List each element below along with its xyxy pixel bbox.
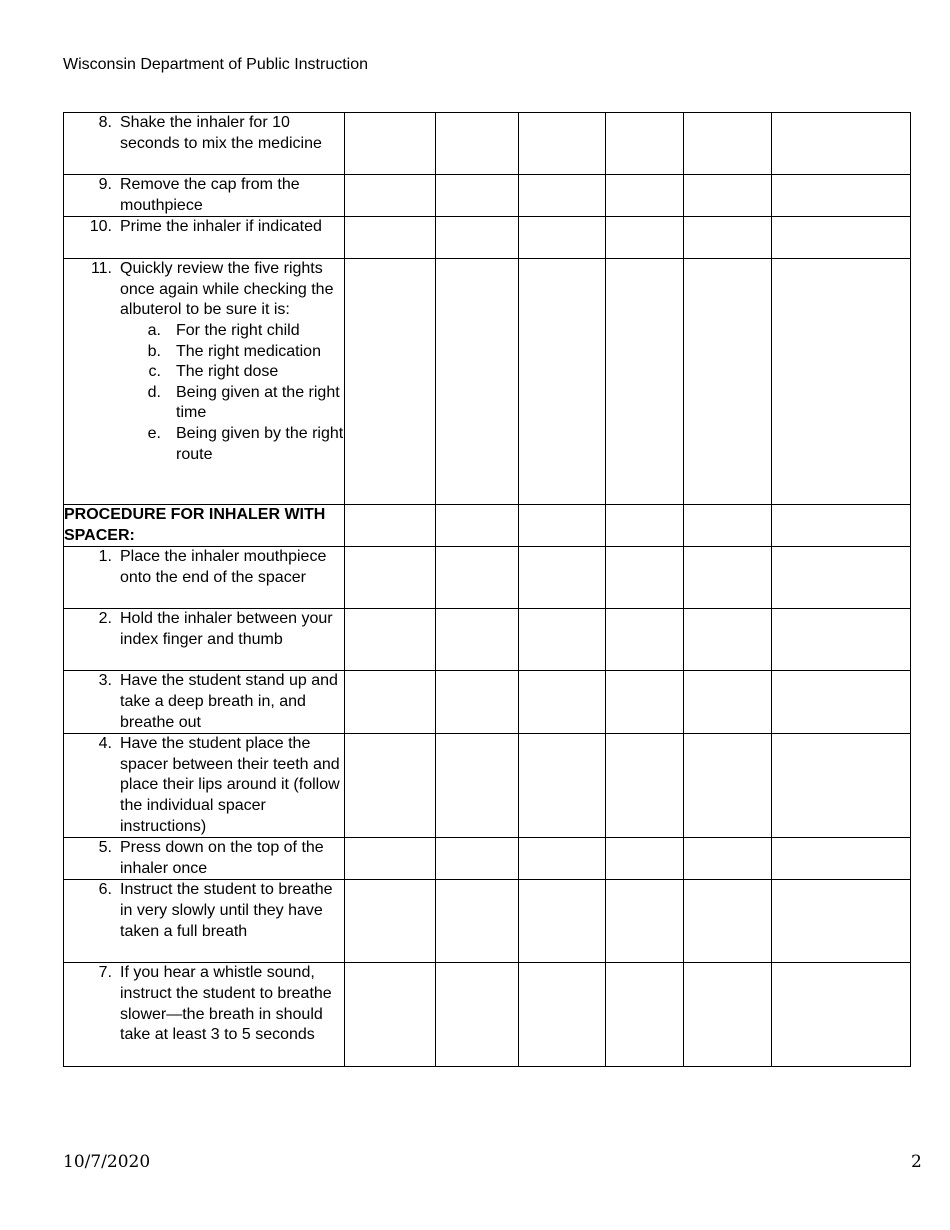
check-cell[interactable] [606, 880, 684, 963]
step-cell [64, 963, 345, 1067]
check-cell[interactable] [519, 880, 606, 963]
step-cell [64, 259, 345, 505]
section-row [64, 505, 911, 547]
check-cell[interactable] [684, 505, 772, 547]
check-cell[interactable] [519, 547, 606, 609]
check-cell[interactable] [684, 113, 772, 175]
sub-item-text: For the right child [176, 321, 300, 339]
step-cell [64, 609, 345, 671]
check-cell[interactable] [436, 609, 519, 671]
sub-item-text: The right dose [176, 363, 279, 381]
check-cell[interactable] [436, 880, 519, 963]
check-cell[interactable] [606, 838, 684, 880]
check-cell[interactable] [436, 505, 519, 547]
check-cell[interactable] [772, 609, 911, 671]
check-cell[interactable] [345, 505, 436, 547]
step-text: Quickly review the five rights once again while checking the albuterol to be sure it is: [120, 260, 334, 319]
check-cell[interactable] [519, 838, 606, 880]
sub-item [64, 383, 344, 424]
table-row [64, 547, 911, 609]
table-row [64, 963, 911, 1067]
section-title: PROCEDURE FOR INHALER WITH SPACER: [64, 505, 345, 547]
sub-item-text: Being given at the right time [176, 383, 340, 422]
check-cell[interactable] [519, 963, 606, 1067]
step-text: Hold the inhaler between your index finger and thumb [120, 610, 333, 648]
page-number: 2 [911, 1152, 922, 1172]
sub-item-letter: c. [148, 363, 161, 381]
step-text: Shake the inhaler for 10 seconds to mix the medicine [120, 114, 322, 152]
step-number: 4. [98, 735, 112, 753]
check-cell[interactable] [606, 175, 684, 217]
check-cell[interactable] [436, 217, 519, 259]
step-text: Press down on the top of the inhaler once [120, 839, 324, 877]
check-cell[interactable] [606, 547, 684, 609]
table-row [64, 113, 911, 175]
check-cell[interactable] [606, 963, 684, 1067]
check-cell[interactable] [684, 259, 772, 505]
sub-item-letter: d. [147, 383, 161, 401]
check-cell[interactable] [436, 963, 519, 1067]
check-cell[interactable] [772, 217, 911, 259]
check-cell[interactable] [345, 259, 436, 505]
check-cell[interactable] [772, 113, 911, 175]
document-header: Wisconsin Department of Public Instruction [63, 56, 369, 73]
step-number: 11. [90, 260, 112, 278]
check-cell[interactable] [684, 175, 772, 217]
table-row [64, 259, 911, 505]
check-cell[interactable] [436, 175, 519, 217]
sub-item [64, 321, 344, 342]
check-cell[interactable] [345, 175, 436, 217]
step-text: Have the student stand up and take a deep breath in, and breathe out [120, 672, 338, 731]
step-number: 7. [98, 964, 112, 982]
check-cell[interactable] [772, 734, 911, 838]
sub-item-text: Being given by the right route [176, 424, 344, 463]
sub-item-letter: b. [147, 342, 161, 360]
check-cell[interactable] [436, 671, 519, 734]
check-cell[interactable] [345, 113, 436, 175]
check-cell[interactable] [519, 217, 606, 259]
check-cell[interactable] [436, 113, 519, 175]
footer-date: 10/7/2020 [63, 1152, 151, 1172]
step-number: 2. [98, 610, 112, 628]
step-number: 8. [98, 114, 112, 131]
step-cell [64, 547, 345, 609]
check-cell[interactable] [519, 734, 606, 838]
sub-item [64, 342, 344, 363]
table-row [64, 217, 911, 259]
table-row [64, 880, 911, 963]
check-cell[interactable] [684, 838, 772, 880]
step-cell [64, 217, 345, 259]
check-cell[interactable] [772, 505, 911, 547]
check-cell[interactable] [519, 505, 606, 547]
check-cell[interactable] [684, 734, 772, 838]
step-text: Remove the cap from the mouthpiece [120, 176, 300, 214]
sub-item-letter: e. [147, 424, 161, 442]
check-cell[interactable] [772, 671, 911, 734]
check-cell[interactable] [436, 547, 519, 609]
sub-item [64, 424, 344, 465]
check-cell[interactable] [684, 963, 772, 1067]
step-number: 6. [98, 881, 112, 899]
check-cell[interactable] [436, 838, 519, 880]
step-text: Prime the inhaler if indicated [120, 218, 322, 236]
step-number: 1. [98, 548, 112, 566]
step-number: 10. [89, 218, 112, 236]
check-cell[interactable] [772, 880, 911, 963]
check-cell[interactable] [345, 547, 436, 609]
step-cell [64, 838, 345, 880]
check-cell[interactable] [606, 217, 684, 259]
check-cell[interactable] [436, 259, 519, 505]
step-cell [64, 175, 345, 217]
table-row [64, 838, 911, 880]
check-cell[interactable] [436, 734, 519, 838]
table-row [64, 734, 911, 838]
step-number: 3. [98, 672, 112, 690]
check-cell[interactable] [772, 963, 911, 1067]
check-cell[interactable] [606, 609, 684, 671]
step-text: If you hear a whistle sound, instruct the student to breathe slower—the breath in should take at least 3 to 5 seconds [120, 964, 332, 1044]
check-cell[interactable] [345, 838, 436, 880]
check-cell[interactable] [519, 671, 606, 734]
sub-item [64, 362, 344, 383]
table-row [64, 609, 911, 671]
table-row [64, 175, 911, 217]
check-cell[interactable] [772, 838, 911, 880]
check-cell[interactable] [772, 259, 911, 505]
check-cell[interactable] [519, 175, 606, 217]
check-cell[interactable] [345, 671, 436, 734]
check-cell[interactable] [606, 259, 684, 505]
checklist-table [63, 112, 911, 1067]
check-cell[interactable] [345, 880, 436, 963]
check-cell[interactable] [772, 547, 911, 609]
step-cell [64, 880, 345, 963]
check-cell[interactable] [519, 259, 606, 505]
check-cell[interactable] [606, 734, 684, 838]
check-cell[interactable] [345, 963, 436, 1067]
step-number: 5. [98, 839, 112, 857]
check-cell[interactable] [345, 217, 436, 259]
check-cell[interactable] [684, 671, 772, 734]
step-text: Instruct the student to breathe in very slowly until they have taken a full breath [120, 881, 333, 940]
check-cell[interactable] [345, 734, 436, 838]
step-cell [64, 113, 345, 175]
check-cell[interactable] [519, 609, 606, 671]
step-text: Have the student place the spacer between their teeth and place their lips around it (follow the individual spacer instructions) [120, 735, 340, 835]
check-cell[interactable] [606, 505, 684, 547]
check-cell[interactable] [684, 880, 772, 963]
check-cell[interactable] [684, 217, 772, 259]
sub-item-letter: a. [147, 321, 161, 339]
check-cell[interactable] [606, 671, 684, 734]
check-cell[interactable] [684, 547, 772, 609]
step-text: Place the inhaler mouthpiece onto the end of the spacer [120, 548, 327, 586]
sub-item-text: The right medication [176, 342, 321, 360]
step-cell [64, 671, 345, 734]
step-number: 9. [98, 176, 112, 193]
step-cell [64, 734, 345, 838]
check-cell[interactable] [519, 113, 606, 175]
check-cell[interactable] [684, 609, 772, 671]
check-cell[interactable] [345, 609, 436, 671]
table-row [64, 671, 911, 734]
check-cell[interactable] [772, 175, 911, 217]
check-cell[interactable] [606, 113, 684, 175]
